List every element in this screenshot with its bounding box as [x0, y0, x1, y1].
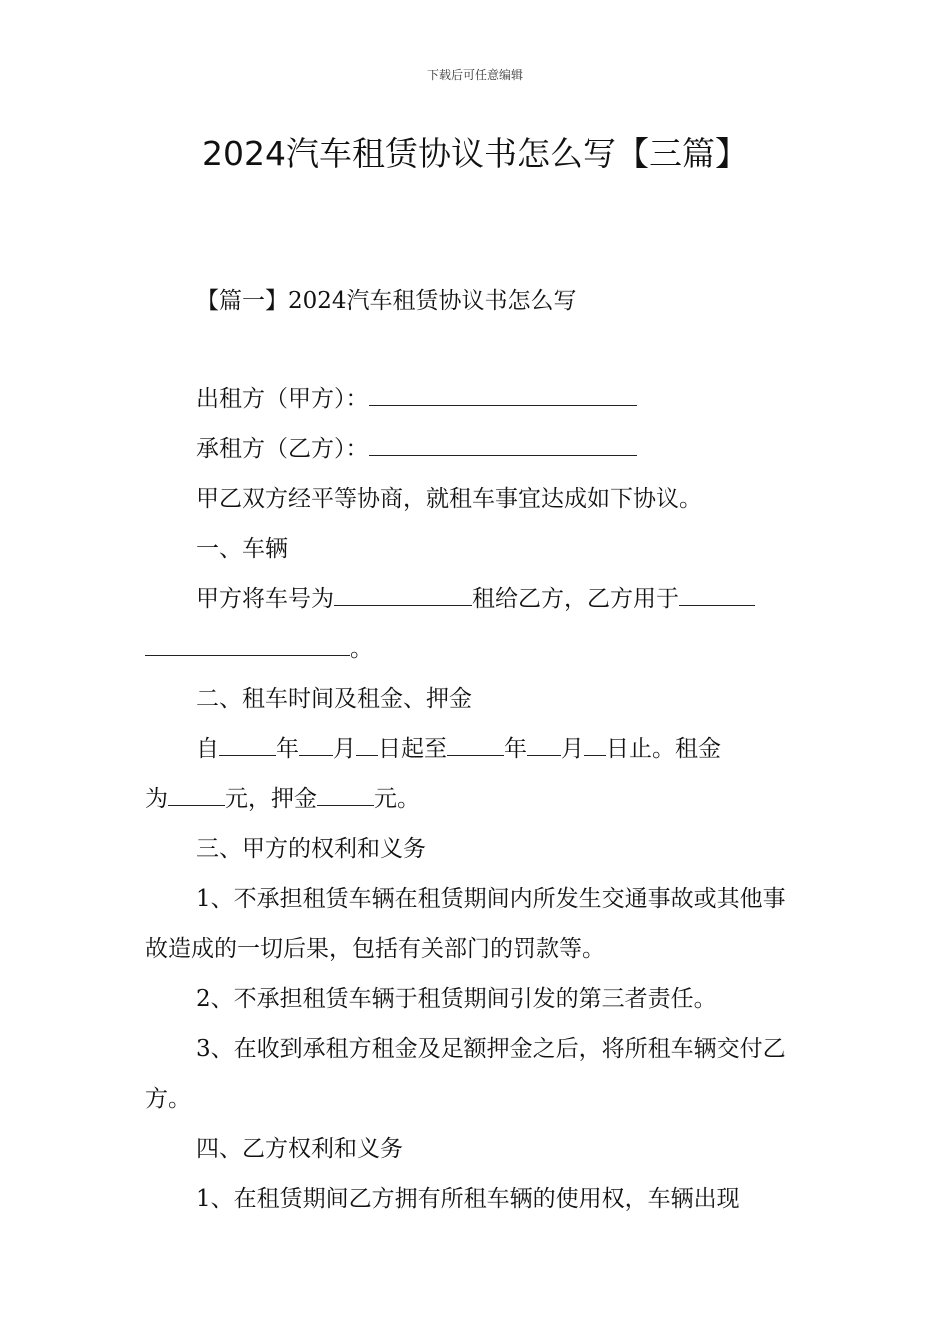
rent-blank [168, 787, 225, 806]
rent-paragraph-cont [145, 774, 807, 824]
start-year-blank [219, 737, 276, 756]
usage-blank-b [145, 637, 350, 656]
heading-vehicle: 一、车辆 [196, 536, 288, 562]
vehicle-text-end: 。 [350, 636, 373, 662]
lessee-line [145, 424, 807, 474]
section-heading: 【篇一】2024汽车租赁协议书怎么写 [196, 288, 577, 314]
heading-time-rent: 二、租车时间及租金、押金 [196, 686, 472, 712]
document-title: 2024汽车租赁协议书怎么写【三篇】 [202, 134, 748, 173]
vehicle-paragraph-cont [145, 624, 807, 674]
time-year-1: 年 [276, 736, 299, 762]
heading-party-a-duties: 三、甲方的权利和义务 [196, 836, 426, 862]
lessor-blank [369, 387, 637, 406]
rent-deposit-text: 元，押金 [225, 786, 317, 812]
vehicle-paragraph [145, 574, 807, 624]
end-year-blank [447, 737, 504, 756]
party-a-item-3: 3、在收到承租方租金及足额押金之后，将所租车辆交付乙方。 [145, 1036, 786, 1112]
time-year-2: 年 [504, 736, 527, 762]
lessor-label: 出租方（甲方）： [196, 386, 369, 412]
lessee-blank [369, 437, 637, 456]
party-a-item-1: 1、不承担租赁车辆在租赁期间内所发生交通事故或其他事故造成的一切后果，包括有关部门的罚款等。 [145, 886, 786, 962]
time-paragraph [145, 724, 807, 774]
time-month-1: 月 [333, 736, 356, 762]
time-from: 自 [196, 736, 219, 762]
document-body [145, 374, 807, 1224]
plate-blank [334, 587, 472, 606]
rent-end-text: 元。 [374, 786, 420, 812]
time-day-start: 日起至 [378, 736, 447, 762]
party-a-item-2: 2、不承担租赁车辆于租赁期间引发的第三者责任。 [196, 986, 717, 1012]
usage-blank-a [679, 587, 755, 606]
lessee-label: 承租方（乙方）： [196, 436, 369, 462]
intro-paragraph: 甲乙双方经平等协商，就租车事宜达成如下协议。 [196, 486, 702, 512]
vehicle-text-a: 甲方将车号为 [196, 586, 334, 612]
time-day-end: 日止。租金 [606, 736, 721, 762]
lessor-line [145, 374, 807, 424]
header-note: 下载后可任意编辑 [426, 68, 523, 82]
deposit-blank [317, 787, 374, 806]
start-month-blank [299, 737, 333, 756]
start-day-blank [356, 737, 378, 756]
heading-party-b-duties: 四、乙方权利和义务 [196, 1136, 403, 1162]
vehicle-text-b: 租给乙方，乙方用于 [472, 586, 679, 612]
end-day-blank [584, 737, 606, 756]
rent-for: 为 [145, 786, 168, 812]
time-month-2: 月 [561, 736, 584, 762]
party-b-item-1: 1、在租赁期间乙方拥有所租车辆的使用权，车辆出现 [196, 1186, 740, 1212]
end-month-blank [527, 737, 561, 756]
